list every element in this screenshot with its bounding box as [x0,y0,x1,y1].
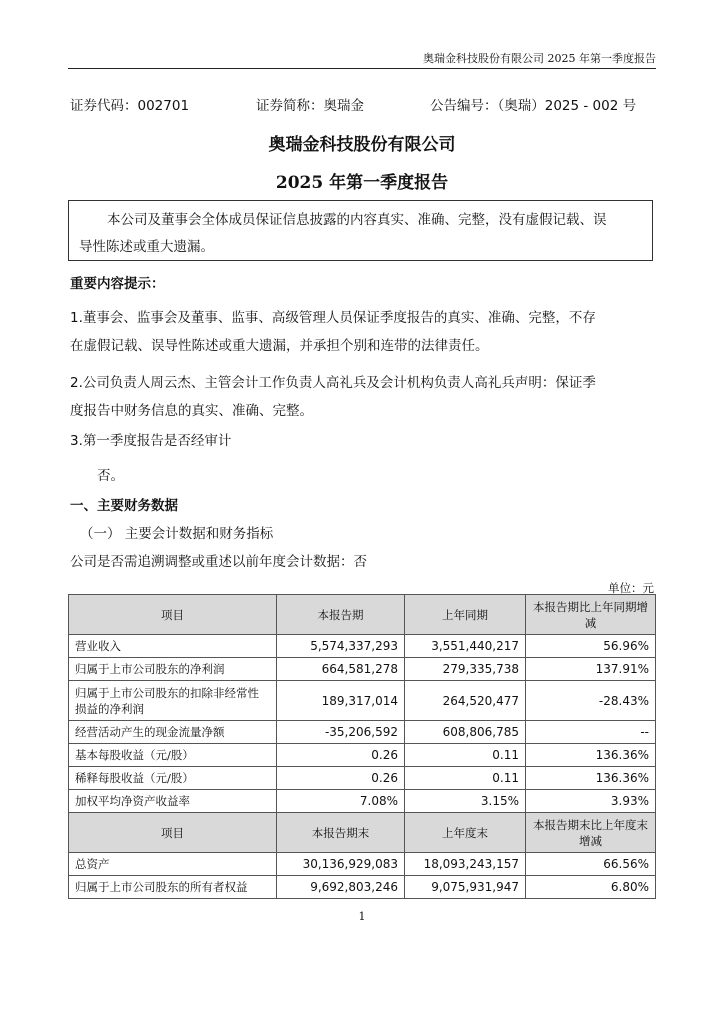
cell-value: -35,206,592 [277,721,405,744]
cell-value: 56.96% [526,635,656,658]
row-label: 稀释每股收益（元/股） [69,767,277,790]
important-item-3: 3.第一季度报告是否经审计 [70,433,232,449]
cell-value: 9,692,803,246 [277,876,405,899]
important-item-3-answer: 否。 [97,468,124,484]
column-header: 本报告期 [277,595,405,635]
table-row [69,767,656,790]
important-item-2-line-2: 度报告中财务信息的真实、准确、完整。 [70,403,313,419]
cell-value: 189,317,014 [277,681,405,721]
column-header: 本报告期末 [277,813,405,853]
table-header-row [69,813,656,853]
cell-value: 0.26 [277,744,405,767]
statement-box [68,200,653,261]
column-header: 项目 [69,595,277,635]
header-rule [68,68,656,69]
cell-value: 3.15% [405,790,526,813]
row-label: 营业收入 [69,635,277,658]
table-row [69,681,656,721]
statement-line-2: 导性陈述或重大遗漏。 [79,239,214,255]
cell-value: -28.43% [526,681,656,721]
cell-value: 66.56% [526,853,656,876]
cell-value: 0.26 [277,767,405,790]
table-row [69,658,656,681]
cell-value: 0.11 [405,744,526,767]
row-label: 归属于上市公司股东的净利润 [69,658,277,681]
sub-section-heading: （一） 主要会计数据和财务指标 [80,526,274,542]
cell-value: 5,574,337,293 [277,635,405,658]
cell-value: 18,093,243,157 [405,853,526,876]
company-title: 奥瑞金科技股份有限公司 [268,135,456,155]
section-heading: 一、主要财务数据 [70,498,178,514]
cell-value: 30,136,929,083 [277,853,405,876]
cell-value: 264,520,477 [405,681,526,721]
table-row [69,790,656,813]
important-item-2-line-1: 2.公司负责人周云杰、主管会计工作负责人高礼兵及会计机构负责人高礼兵声明：保证季 [70,375,596,391]
announcement-number: 公告编号：（奥瑞）2025 - 002 号 [430,98,637,114]
cell-value: 136.36% [526,767,656,790]
important-item-2 [70,369,660,425]
unit-label: 单位：元 [608,581,654,595]
table-row [69,721,656,744]
report-title: 2025 年第一季度报告 [275,173,449,193]
row-label: 总资产 [69,853,277,876]
cell-value: 664,581,278 [277,658,405,681]
cell-value: 279,335,738 [405,658,526,681]
row-label: 加权平均净资产收益率 [69,790,277,813]
column-header: 项目 [69,813,277,853]
column-header: 上年度末 [405,813,526,853]
column-header: 本报告期比上年同期增减 [526,595,656,635]
restate-question: 公司是否需追溯调整或重述以前年度会计数据：否 [70,554,367,570]
important-item-1 [70,304,660,360]
security-abbr: 证券简称：奥瑞金 [256,98,364,114]
cell-value: 7.08% [277,790,405,813]
page-number: 1 [358,910,366,923]
statement-line-1: 本公司及董事会全体成员保证信息披露的内容真实、准确、完整，没有虚假记载、误 [107,212,607,228]
cell-value: -- [526,721,656,744]
cell-value: 136.36% [526,744,656,767]
important-item-1-line-2: 在虚假记载、误导性陈述或重大遗漏，并承担个别和连带的法律责任。 [70,338,489,354]
cell-value: 137.91% [526,658,656,681]
cell-value: 9,075,931,947 [405,876,526,899]
important-item-1-line-1: 1.董事会、监事会及董事、监事、高级管理人员保证季度报告的真实、准确、完整，不存 [70,310,596,326]
cell-value: 3.93% [526,790,656,813]
running-header: 奥瑞金科技股份有限公司 2025 年第一季度报告 [423,52,656,65]
row-label: 归属于上市公司股东的扣除非经常性损益的净利润 [69,681,277,721]
column-header: 本报告期末比上年度末增减 [526,813,656,853]
table-row [69,635,656,658]
important-heading: 重要内容提示： [70,276,165,292]
row-label: 基本每股收益（元/股） [69,744,277,767]
table-header-row [69,595,656,635]
table-row [69,876,656,899]
row-label: 经营活动产生的现金流量净额 [69,721,277,744]
column-header: 上年同期 [405,595,526,635]
cell-value: 3,551,440,217 [405,635,526,658]
cell-value: 6.80% [526,876,656,899]
cell-value: 608,806,785 [405,721,526,744]
security-code: 证券代码：002701 [70,98,190,114]
row-label: 归属于上市公司股东的所有者权益 [69,876,277,899]
financial-data-table [68,594,656,899]
cell-value: 0.11 [405,767,526,790]
table-row [69,853,656,876]
table-row [69,744,656,767]
